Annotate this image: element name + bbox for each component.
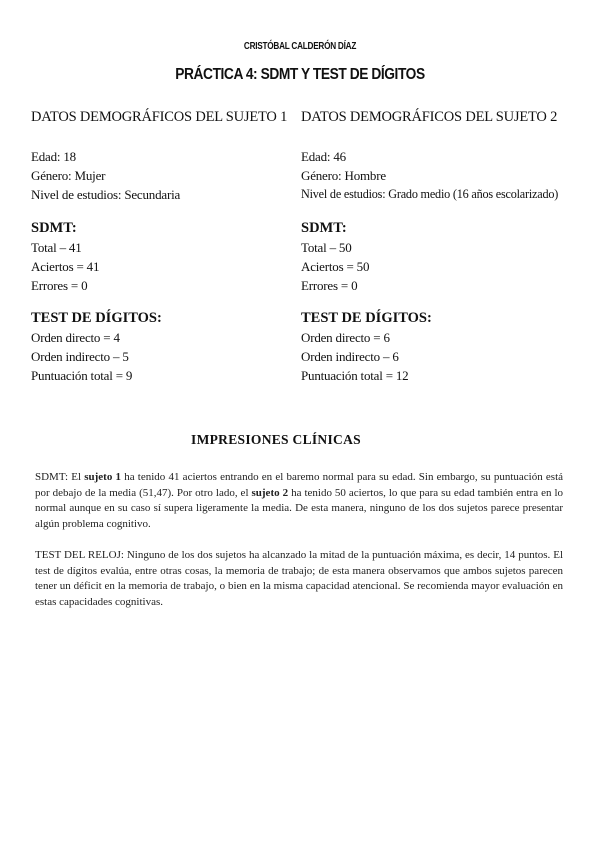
sdmt-impression-paragraph (35, 470, 563, 532)
clinical-impressions-heading: IMPRESIONES CLÍNICAS (191, 432, 361, 447)
author-name: CRISTÓBAL CALDERÓN DÍAZ (243, 41, 357, 52)
p1-text-1: SDMT: El (35, 471, 85, 483)
subject-1-demographics-heading: DATOS DEMOGRÁFICOS DEL SUJETO 1 (31, 109, 288, 125)
subject-1-sdmt-heading: SDMT: (31, 220, 77, 236)
subject-1-gender: Género: Mujer (31, 168, 106, 183)
p1-text-2: ha tenido 41 aciertos entrando en el baremo normal para su edad. Sin embargo, su puntuación está por debajo de la media (51,47). Por otro lado, el (35, 471, 564, 499)
subject-1-sdmt-total: Total – 41 (31, 240, 82, 255)
subject-1-sdmt-aciertos: Aciertos = 41 (31, 259, 100, 274)
subject-1-column (31, 108, 299, 385)
subject-2-education: Nivel de estudios: Grado medio (16 años escolarizado) (301, 187, 559, 201)
subject-1-orden-indirecto: Orden indirecto – 5 (31, 349, 129, 364)
subject-2-sdmt-errores: Errores = 0 (301, 278, 358, 293)
subject-2-gender: Género: Hombre (301, 168, 386, 183)
subject-2-demographics (301, 147, 599, 204)
subject-2-sdmt-heading: SDMT: (301, 220, 347, 236)
p1-subject-1: sujeto 1 (84, 471, 122, 483)
p1-subject-2: sujeto 2 (251, 486, 289, 499)
subject-1-digits-heading: TEST DE DÍGITOS: (31, 310, 162, 326)
subject-2-orden-directo: Orden directo = 6 (301, 330, 390, 345)
subject-2-demographics-heading: DATOS DEMOGRÁFICOS DEL SUJETO 2 (301, 109, 558, 125)
subject-2-orden-indirecto: Orden indirecto – 6 (301, 349, 399, 364)
subject-2-puntuacion-total: Puntuación total = 12 (301, 368, 409, 383)
subject-1-education: Nivel de estudios: Secundaria (31, 187, 181, 202)
subject-2-sdmt-total: Total – 50 (301, 240, 352, 255)
subject-2-sdmt-aciertos: Aciertos = 50 (301, 259, 370, 274)
subject-1-demographics (31, 147, 299, 204)
p1-text-3: ha tenido 50 aciertos, lo que para su edad también entra en lo normal aunque en su caso sí supera ligeramente la media. De esta manera, ninguno de los dos sujetos parece presentar algún problema cognitivo. (35, 486, 563, 530)
subject-1-age: Edad: 18 (31, 149, 76, 164)
subject-2-age: Edad: 46 (301, 149, 346, 164)
subject-1-sdmt-errores: Errores = 0 (31, 278, 88, 293)
subject-1-puntuacion-total: Puntuación total = 9 (31, 368, 133, 383)
subject-1-orden-directo: Orden directo = 4 (31, 330, 120, 345)
clock-test-impression-paragraph: TEST DEL RELOJ: Ninguno de los dos sujetos ha alcanzado la mitad de la puntuación máxima, es decir, 14 puntos. El test de dígitos evalúa, entre otras cosas, la memoria de trabajo; de esta manera observamos que ambos sujetos parecen tener un déficit en la memoria de trabajo, o bien en la misma capacidad atencional. Se recomienda mayor evaluación en estas capacidades cognitivas. (35, 549, 563, 608)
subject-2-digits-heading: TEST DE DÍGITOS: (301, 310, 432, 326)
page-title: PRÁCTICA 4: SDMT Y TEST DE DÍGITOS (175, 66, 425, 83)
subject-2-column (301, 108, 599, 385)
